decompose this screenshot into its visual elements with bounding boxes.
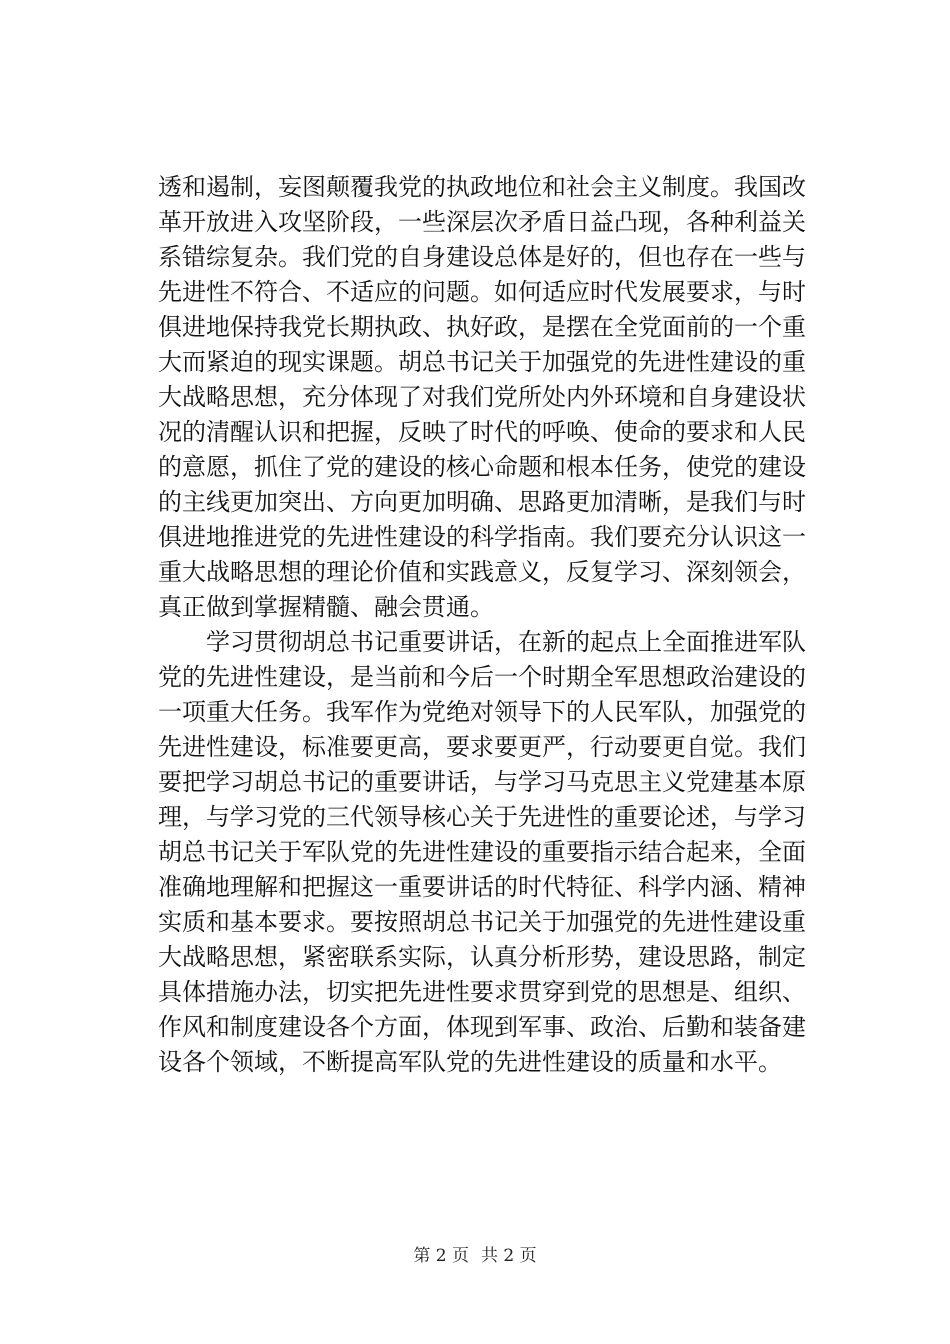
text-line: 党的先进性建设，是当前和今后一个时期全军思想政治建设的	[158, 663, 806, 691]
text-line: 大战略思想，充分体现了对我们党所处内外环境和自身建设状	[158, 383, 806, 411]
text-line: 学习贯彻胡总书记重要讲话，在新的起点上全面推进军队	[206, 628, 806, 656]
text-line: 理，与学习党的三代领导核心关于先进性的重要论述，与学习	[158, 803, 806, 831]
text-line: 真正做到掌握精髓、融会贯通。	[158, 593, 494, 621]
text-line: 大而紧迫的现实课题。胡总书记关于加强党的先进性建设的重	[158, 348, 806, 376]
text-line: 设各个领域，不断提高军队党的先进性建设的质量和水平。	[158, 1048, 782, 1076]
text-line: 大战略思想，紧密联系实际，认真分析形势，建设思路，制定	[158, 943, 806, 971]
document-body	[158, 170, 806, 1080]
text-line: 胡总书记关于军队党的先进性建设的重要指示结合起来，全面	[158, 838, 806, 866]
text-line: 的意愿，抓住了党的建设的核心命题和根本任务，使党的建设	[158, 453, 806, 481]
text-line: 革开放进入攻坚阶段，一些深层次矛盾日益凸现，各种利益关	[158, 208, 806, 236]
text-line: 具体措施办法，切实把先进性要求贯穿到党的思想是、组织、	[158, 978, 806, 1006]
text-line: 准确地理解和把握这一重要讲话的时代特征、科学内涵、精神	[158, 873, 806, 901]
text-line: 况的清醒认识和把握，反映了时代的呼唤、使命的要求和人民	[158, 418, 806, 446]
page-number: 第 2 页	[413, 1246, 469, 1266]
paragraph-2	[158, 625, 806, 1080]
text-line: 先进性建设，标准要更高，要求要更严，行动要更自觉。我们	[158, 733, 806, 761]
text-line: 系错综复杂。我们党的自身建设总体是好的，但也存在一些与	[158, 243, 806, 271]
text-line: 先进性不符合、不适应的问题。如何适应时代发展要求，与时	[158, 278, 806, 306]
text-line: 一项重大任务。我军作为党绝对领导下的人民军队，加强党的	[158, 698, 806, 726]
page-total: 共 2 页	[481, 1246, 537, 1266]
text-line: 实质和基本要求。要按照胡总书记关于加强党的先进性建设重	[158, 908, 806, 936]
paragraph-1	[158, 170, 806, 625]
text-line: 的主线更加突出、方向更加明确、思路更加清晰，是我们与时	[158, 488, 806, 516]
text-line: 透和遏制，妄图颠覆我党的执政地位和社会主义制度。我国改	[158, 173, 806, 201]
text-line: 重大战略思想的理论价值和实践意义，反复学习、深刻领会，	[158, 558, 806, 586]
text-line: 俱进地推进党的先进性建设的科学指南。我们要充分认识这一	[158, 523, 806, 551]
text-line: 作风和制度建设各个方面，体现到军事、政治、后勤和装备建	[158, 1013, 806, 1041]
text-line: 要把学习胡总书记的重要讲话，与学习马克思主义党建基本原	[158, 768, 806, 796]
text-line: 俱进地保持我党长期执政、执好政，是摆在全党面前的一个重	[158, 313, 806, 341]
page-footer	[0, 1244, 950, 1268]
